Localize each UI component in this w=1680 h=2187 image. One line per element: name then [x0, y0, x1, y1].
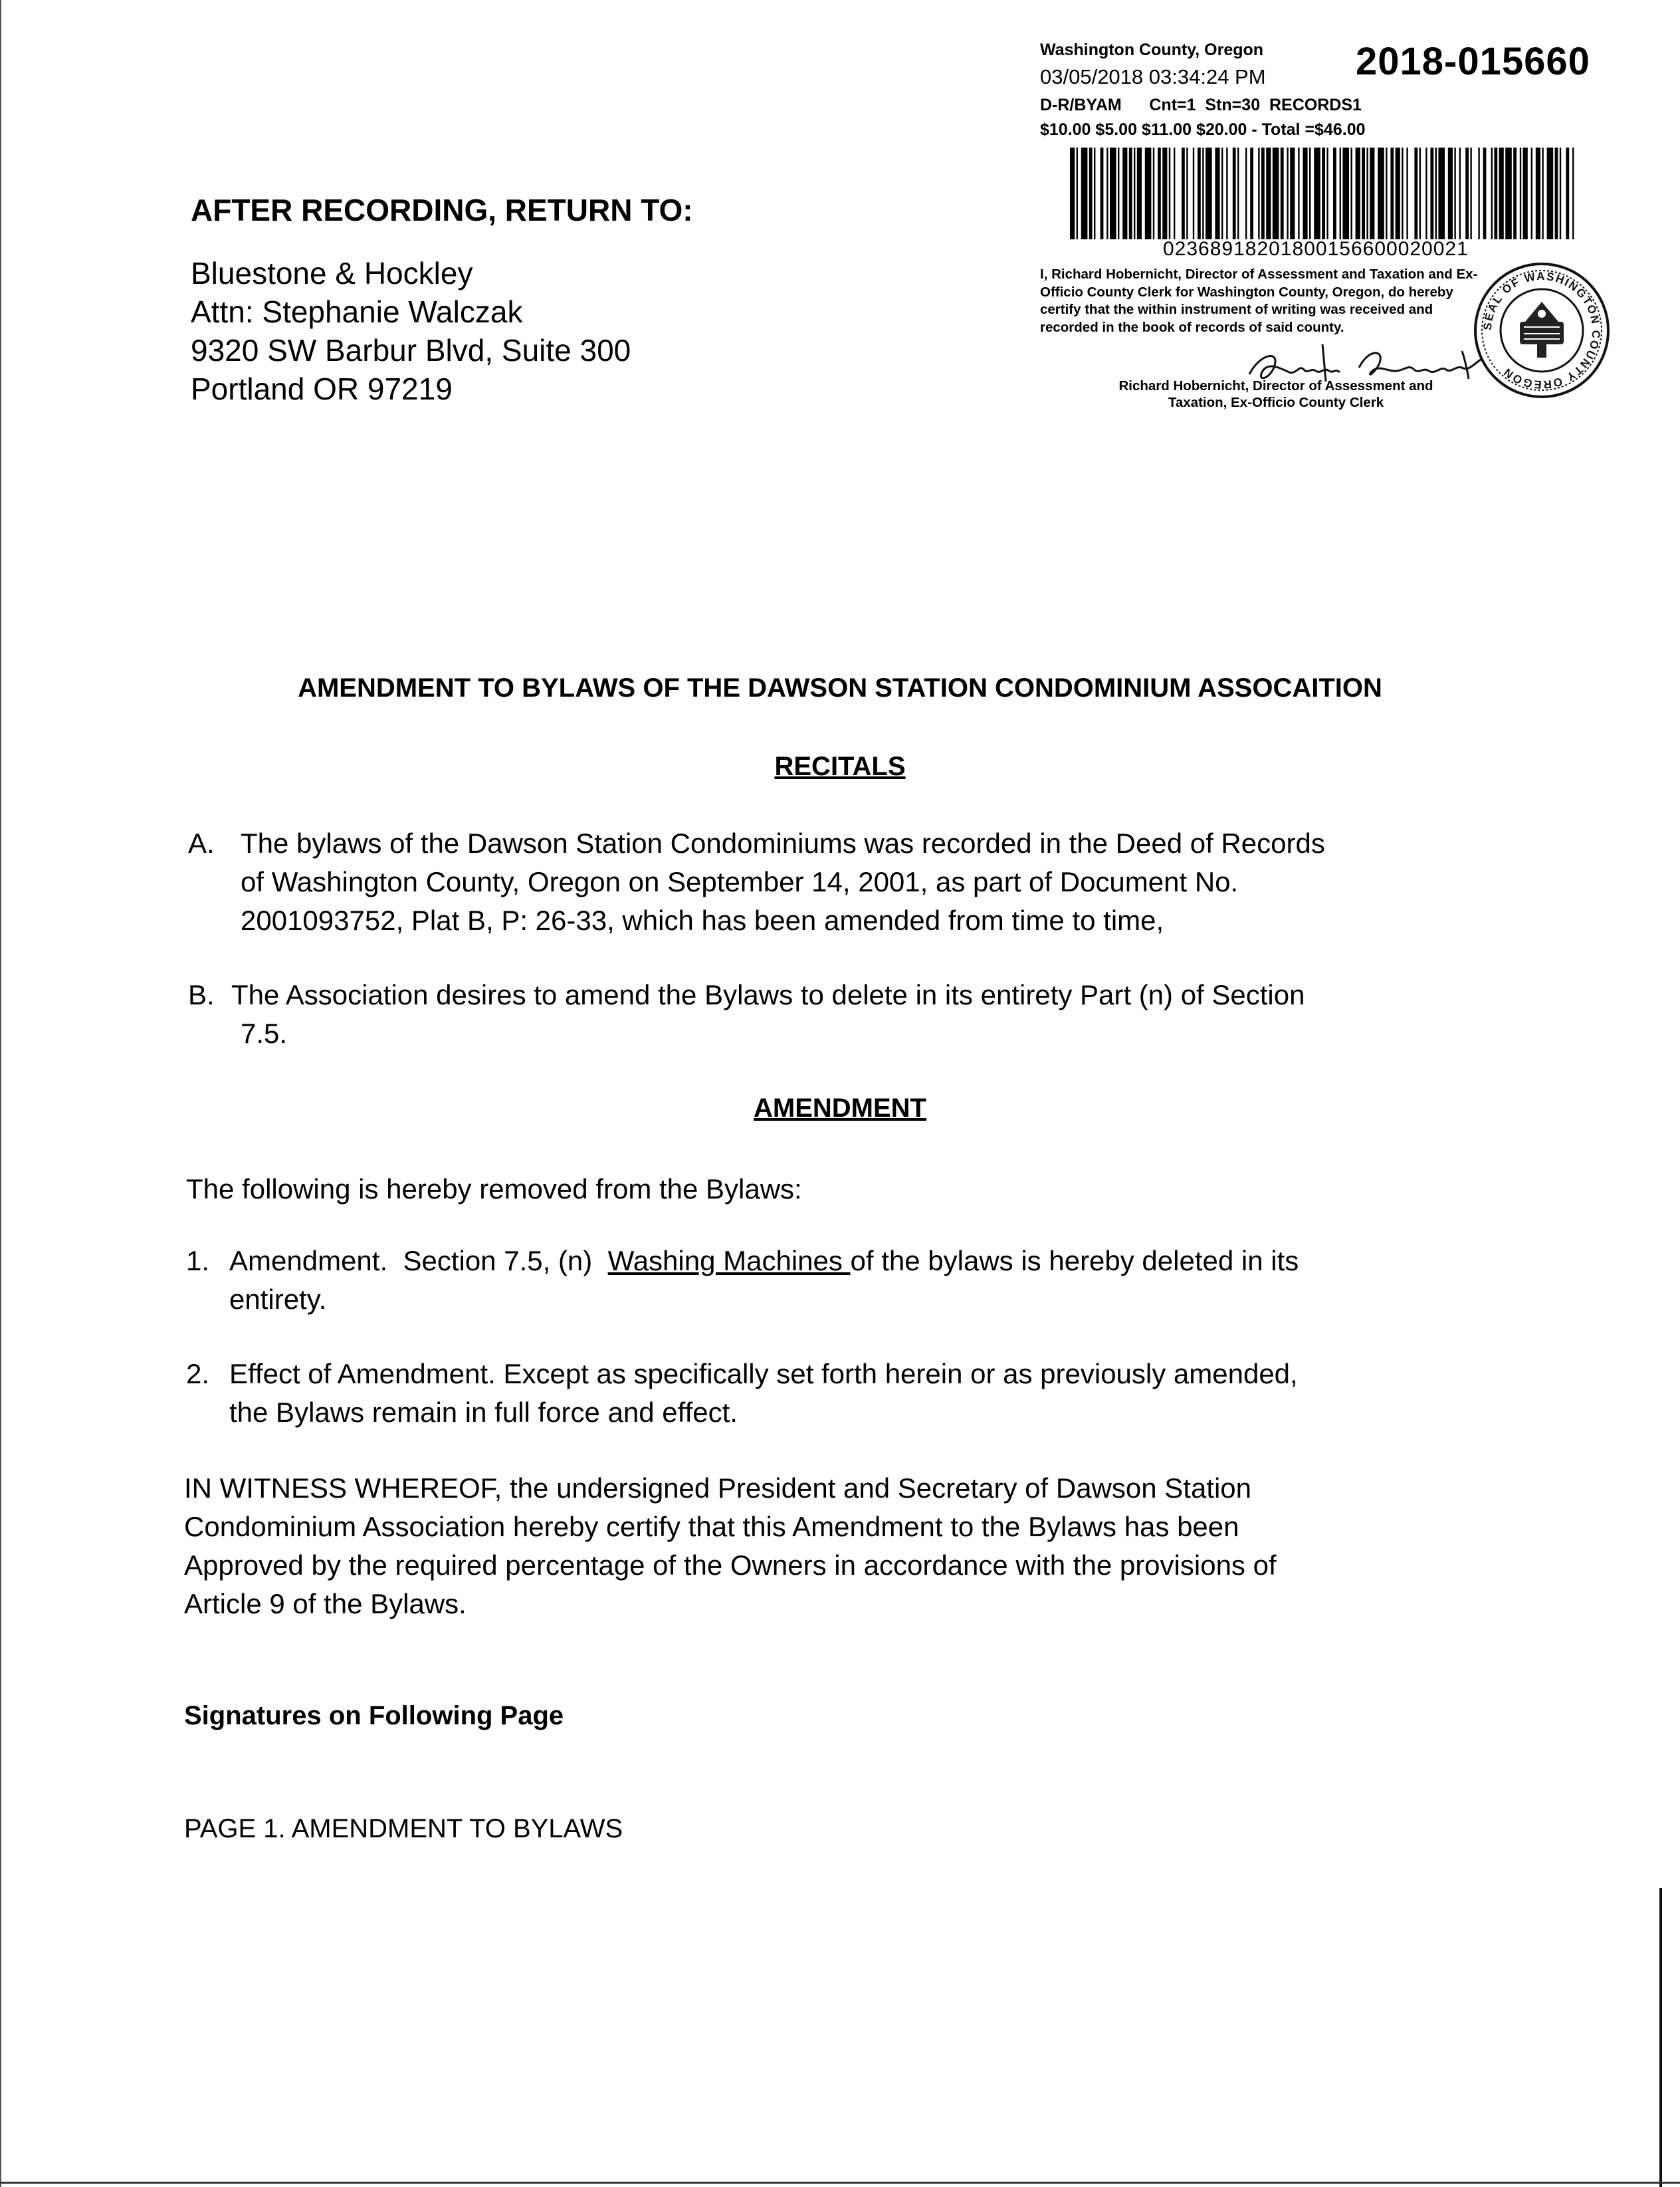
barcode-bar [1193, 148, 1194, 239]
barcode-bar [1077, 148, 1078, 239]
barcode-bar [1106, 148, 1108, 239]
barcode-bar [1390, 148, 1394, 239]
barcode-bar [1531, 148, 1532, 239]
barcode-bar [1478, 148, 1479, 239]
barcode-bar [1378, 148, 1384, 239]
barcode-bar [1250, 148, 1253, 239]
barcode-bar [1483, 148, 1487, 239]
barcode-bar [1137, 148, 1142, 239]
barcode-bar [1186, 148, 1188, 239]
county-seal [1472, 261, 1612, 400]
barcode-bar [1226, 148, 1227, 239]
barcode-bar [1266, 148, 1271, 239]
barcode-bar [1572, 148, 1574, 239]
stamp-datetime: 03/05/2018 03:34:24 PM [1040, 65, 1266, 88]
stamp-county: Washington County, Oregon [1040, 41, 1264, 59]
barcode-bar [1169, 148, 1170, 239]
barcode-bar [1233, 148, 1236, 239]
barcode-bar [1258, 148, 1259, 239]
barcode-bar [1261, 148, 1265, 239]
barcode-bar [1333, 148, 1336, 239]
barcode-bar [1406, 148, 1408, 239]
barcode-bar [1221, 148, 1223, 239]
recital-line: 7.5. [241, 1018, 288, 1049]
barcode-bar [1396, 148, 1400, 239]
barcode-bar [1153, 148, 1154, 239]
item-line: entirety. [229, 1284, 327, 1315]
recital-line: of Washington County, Oregon on September 14, 2001, as part of Document No. [241, 866, 1239, 897]
item-line [229, 1242, 1299, 1280]
barcode-bar [1523, 148, 1528, 239]
barcode-bar [1273, 148, 1279, 239]
barcode-bar [1206, 148, 1212, 239]
barcode-bar [1089, 148, 1093, 239]
amendment-heading: AMENDMENT [754, 1094, 926, 1123]
barcode-bar [1560, 148, 1561, 239]
underlined-term: Washing Machines [607, 1245, 851, 1276]
barcode-bar [1370, 148, 1374, 239]
barcode-bar [1122, 148, 1127, 239]
barcode-bar [1298, 148, 1299, 239]
barcode-bar [1145, 148, 1152, 239]
scan-bottom-edge [0, 2182, 1680, 2184]
document-number: 2018-015660 [1356, 40, 1590, 83]
barcode-bar [1094, 148, 1095, 239]
signer-caption [1057, 378, 1495, 411]
recital-line: The bylaws of the Dawson Station Condominiums was recorded in the Deed of Records [241, 828, 1325, 859]
barcode-bar [1454, 148, 1455, 239]
barcode-bar [1438, 148, 1445, 239]
barcode-bar [1162, 148, 1167, 239]
recital-line: 2001093752, Plat B, P: 26-33, which has been amended from time to time, [241, 905, 1164, 936]
amendment-intro: The following is hereby removed from the Bylaws: [186, 1173, 802, 1205]
barcode-bar [1430, 148, 1433, 239]
barcode-bar [1414, 148, 1418, 239]
item-text: Amendment. Section 7.5, (n) [229, 1245, 608, 1276]
return-address-line: Portland OR 97219 [191, 372, 453, 406]
barcode-bar [1174, 148, 1175, 239]
barcode-bar [1198, 148, 1201, 239]
barcode-bar [1287, 148, 1288, 239]
barcode-bar [1402, 148, 1403, 239]
signatures-note: Signatures on Following Page [184, 1701, 564, 1730]
barcode-bar [1237, 148, 1239, 239]
barcode-bar [1520, 148, 1521, 239]
barcode-bar [1118, 148, 1119, 239]
barcode-bar [1366, 148, 1368, 239]
scan-right-edge [1659, 1888, 1662, 2187]
item-line: the Bylaws remain in full force and effect. [229, 1397, 738, 1428]
barcode-bar [1419, 148, 1421, 239]
barcode-bar [1340, 148, 1341, 239]
item-text: of the bylaws is hereby deleted in its [850, 1245, 1299, 1276]
witness-line: Approved by the required percentage of the Owners in accordance with the provisions of [184, 1550, 1277, 1581]
barcode-bar [1326, 148, 1328, 239]
stamp-fees: $10.00 $5.00 $11.00 $20.00 - Total =$46.00 [1040, 120, 1366, 139]
witness-line: Condominium Association hereby certify that this Amendment to the Bylaws has been [184, 1511, 1239, 1542]
barcode-bar [1245, 148, 1247, 239]
signer-caption-line: Richard Hobernicht, Director of Assessment and [1118, 378, 1433, 394]
barcode-bar [1129, 148, 1132, 239]
barcode-bar [1435, 148, 1437, 239]
witness-line: IN WITNESS WHEREOF, the undersigned President and Secretary of Dawson Station [184, 1472, 1252, 1504]
barcode-bar [1499, 148, 1504, 239]
barcode-bar [1322, 148, 1325, 239]
barcode-bar [1470, 148, 1471, 239]
barcode-bar [1555, 148, 1558, 239]
barcode-bar [1386, 148, 1387, 239]
barcode-bar [1281, 148, 1284, 239]
barcode-bar [1459, 148, 1461, 239]
barcode-bar [1362, 148, 1365, 239]
document-title: AMENDMENT TO BYLAWS OF THE DAWSON STATION CONDOMINIUM ASSOCAITION [298, 673, 1382, 703]
return-address-line: Bluestone & Hockley [191, 256, 473, 290]
return-address-line: 9320 SW Barbur Blvd, Suite 300 [191, 333, 631, 368]
page-footer: PAGE 1. AMENDMENT TO BYLAWS [184, 1814, 623, 1843]
barcode-bar [1542, 148, 1543, 239]
barcode-bar [1202, 148, 1204, 239]
return-label: AFTER RECORDING, RETURN TO: [191, 193, 693, 227]
barcode-bar [1314, 148, 1320, 239]
barcode-bar [1309, 148, 1311, 239]
clerk-certification: I, Richard Hobernicht, Director of Assessment and Taxation and Ex-Officio County Clerk for Washington County, Oregon, do hereby certify that the within instrument of writing was received and recorded in the book of records of said county. [1040, 267, 1478, 335]
barcode-bar [1491, 148, 1493, 239]
item-marker: 2. [186, 1358, 210, 1389]
barcode-bar [1566, 148, 1569, 239]
stamp-recording-line: D-R/BYAM Cnt=1 Stn=30 RECORDS1 [1040, 96, 1362, 114]
return-address-line: Attn: Stephanie Walczak [191, 294, 523, 329]
barcode-bar [1134, 148, 1135, 239]
barcode-bar [1547, 148, 1554, 239]
barcode-bar [1290, 148, 1295, 239]
recital-marker: A. [188, 828, 215, 859]
barcode-bar [1070, 148, 1075, 239]
signer-caption-line: Taxation, Ex-Officio County Clerk [1168, 395, 1384, 410]
barcode-bar [1448, 148, 1453, 239]
barcode-bar [1465, 148, 1469, 239]
recital-line: The Association desires to amend the Bylaws to delete in its entirety Part (n) of Section [231, 979, 1305, 1010]
barcode-bar [1303, 148, 1307, 239]
item-marker: 1. [186, 1245, 210, 1276]
barcode-bar [1536, 148, 1540, 239]
barcode-bar [1158, 148, 1161, 239]
recitals-heading: RECITALS [774, 752, 906, 781]
barcode-bar [1513, 148, 1517, 239]
barcode-bar [1505, 148, 1512, 239]
barcode-number: 02368918201800156600020021 [1163, 238, 1469, 260]
barcode-bar [1425, 148, 1427, 239]
witness-line: Article 9 of the Bylaws. [184, 1588, 467, 1619]
seal-text: SEAL OF WASHINGTON COUNTY OREGON [1481, 269, 1603, 392]
barcode-bar [1081, 148, 1088, 239]
barcode-bar [1182, 148, 1185, 239]
barcode-bar [1110, 148, 1116, 239]
barcode-bar [1356, 148, 1360, 239]
recital-marker: B. [188, 979, 215, 1010]
barcode-bar [1494, 148, 1497, 239]
barcode-bar [1342, 148, 1349, 239]
barcode-bar [1350, 148, 1352, 239]
barcode-bar [1215, 148, 1219, 239]
barcode [1070, 148, 1575, 239]
item-line: Effect of Amendment. Except as specifically set forth herein or as previously amended, [229, 1358, 1298, 1389]
barcode-bar [1101, 148, 1104, 239]
